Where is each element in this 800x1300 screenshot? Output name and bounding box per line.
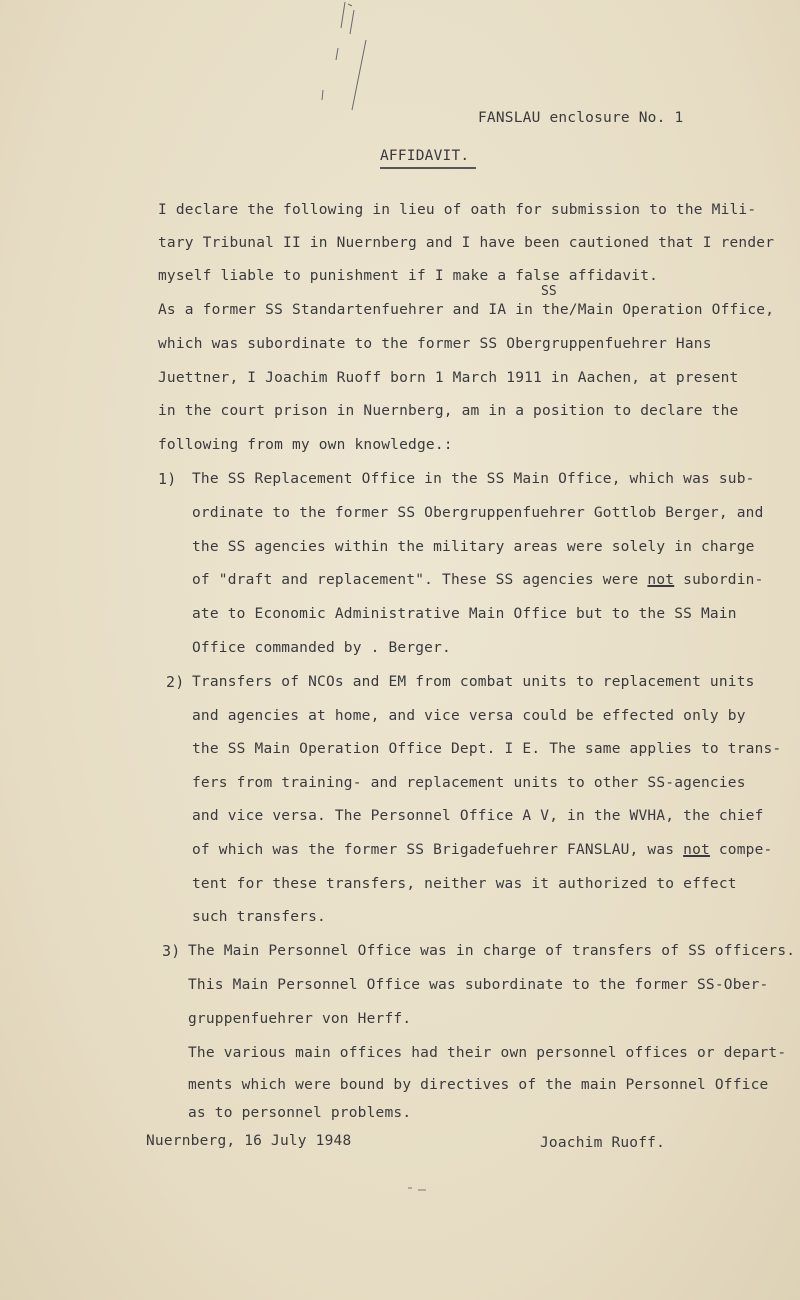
enclosure-header: FANSLAU enclosure No. 1 — [478, 110, 684, 126]
item-line: as to personnel problems. — [188, 1105, 412, 1121]
item-line: fers from training- and replacement units to other SS-agencies — [192, 775, 746, 791]
item-number: 2) — [166, 673, 185, 691]
item-line: the SS agencies within the military areas were solely in charge — [192, 539, 755, 555]
intro-line: which was subordinate to the former SS Obergruppenfuehrer Hans — [158, 336, 712, 352]
item-number: 3) — [162, 942, 181, 960]
item-line: ate to Economic Administrative Main Office but to the SS Main — [192, 606, 737, 622]
emphasis-not: not — [647, 572, 675, 588]
intro-line: I declare the following in lieu of oath for submission to the Mili- — [158, 202, 757, 218]
item-line: The various main offices had their own personnel offices or depart- — [188, 1045, 787, 1061]
item-line: gruppenfuehrer von Herff. — [188, 1011, 412, 1027]
text-span: compe- — [709, 842, 773, 858]
item-line — [192, 842, 772, 858]
text-span: subordin- — [674, 572, 764, 588]
intro-line: As a former SS Standartenfuehrer and IA in the/Main Operation Office, — [158, 302, 775, 318]
item-line: and agencies at home, and vice versa could be effected only by — [192, 708, 746, 724]
item-line: and vice versa. The Personnel Office A V, in the WVHA, the chief — [192, 808, 764, 824]
item-line: such transfers. — [192, 909, 326, 925]
emphasis-not: not — [683, 842, 710, 858]
item-line: ments which were bound by directives of the main Personnel Office — [188, 1077, 769, 1093]
intro-line: Juettner, I Joachim Ruoff born 1 March 1911 in Aachen, at present — [158, 370, 739, 386]
intro-line: myself liable to punishment if I make a false affidavit. — [158, 268, 659, 284]
ss-insertion: SS — [541, 284, 557, 299]
item-line: The SS Replacement Office in the SS Main Office, which was sub- — [192, 471, 755, 487]
intro-line: tary Tribunal II in Nuernberg and I have been cautioned that I render — [158, 235, 775, 251]
item-line: The Main Personnel Office was in charge of transfers of SS officers. — [188, 943, 796, 959]
signature-name: Joachim Ruoff. — [540, 1135, 666, 1151]
item-line: Office commanded by . Berger. — [192, 640, 451, 656]
intro-line: following from my own knowledge.: — [158, 437, 453, 453]
place-date: Nuernberg, 16 July 1948 — [146, 1133, 352, 1149]
item-line: tent for these transfers, neither was it authorized to effect — [192, 876, 737, 892]
document-title: AFFIDAVIT. — [380, 148, 470, 164]
text-span: of "draft and replacement". These SS agencies were — [192, 572, 648, 588]
title-underline — [380, 167, 476, 169]
item-line — [192, 572, 764, 588]
item-number: 1) — [158, 470, 177, 488]
item-line: ordinate to the former SS Obergruppenfuehrer Gottlob Berger, and — [192, 505, 764, 521]
text-span: of which was the former SS Brigadefuehrer FANSLAU, was — [192, 842, 684, 858]
item-line: the SS Main Operation Office Dept. I E. The same applies to trans- — [192, 741, 782, 757]
item-line: Transfers of NCOs and EM from combat units to replacement units — [192, 674, 755, 690]
item-line: This Main Personnel Office was subordinate to the former SS-Ober- — [188, 977, 769, 993]
intro-line: in the court prison in Nuernberg, am in a position to declare the — [158, 403, 739, 419]
